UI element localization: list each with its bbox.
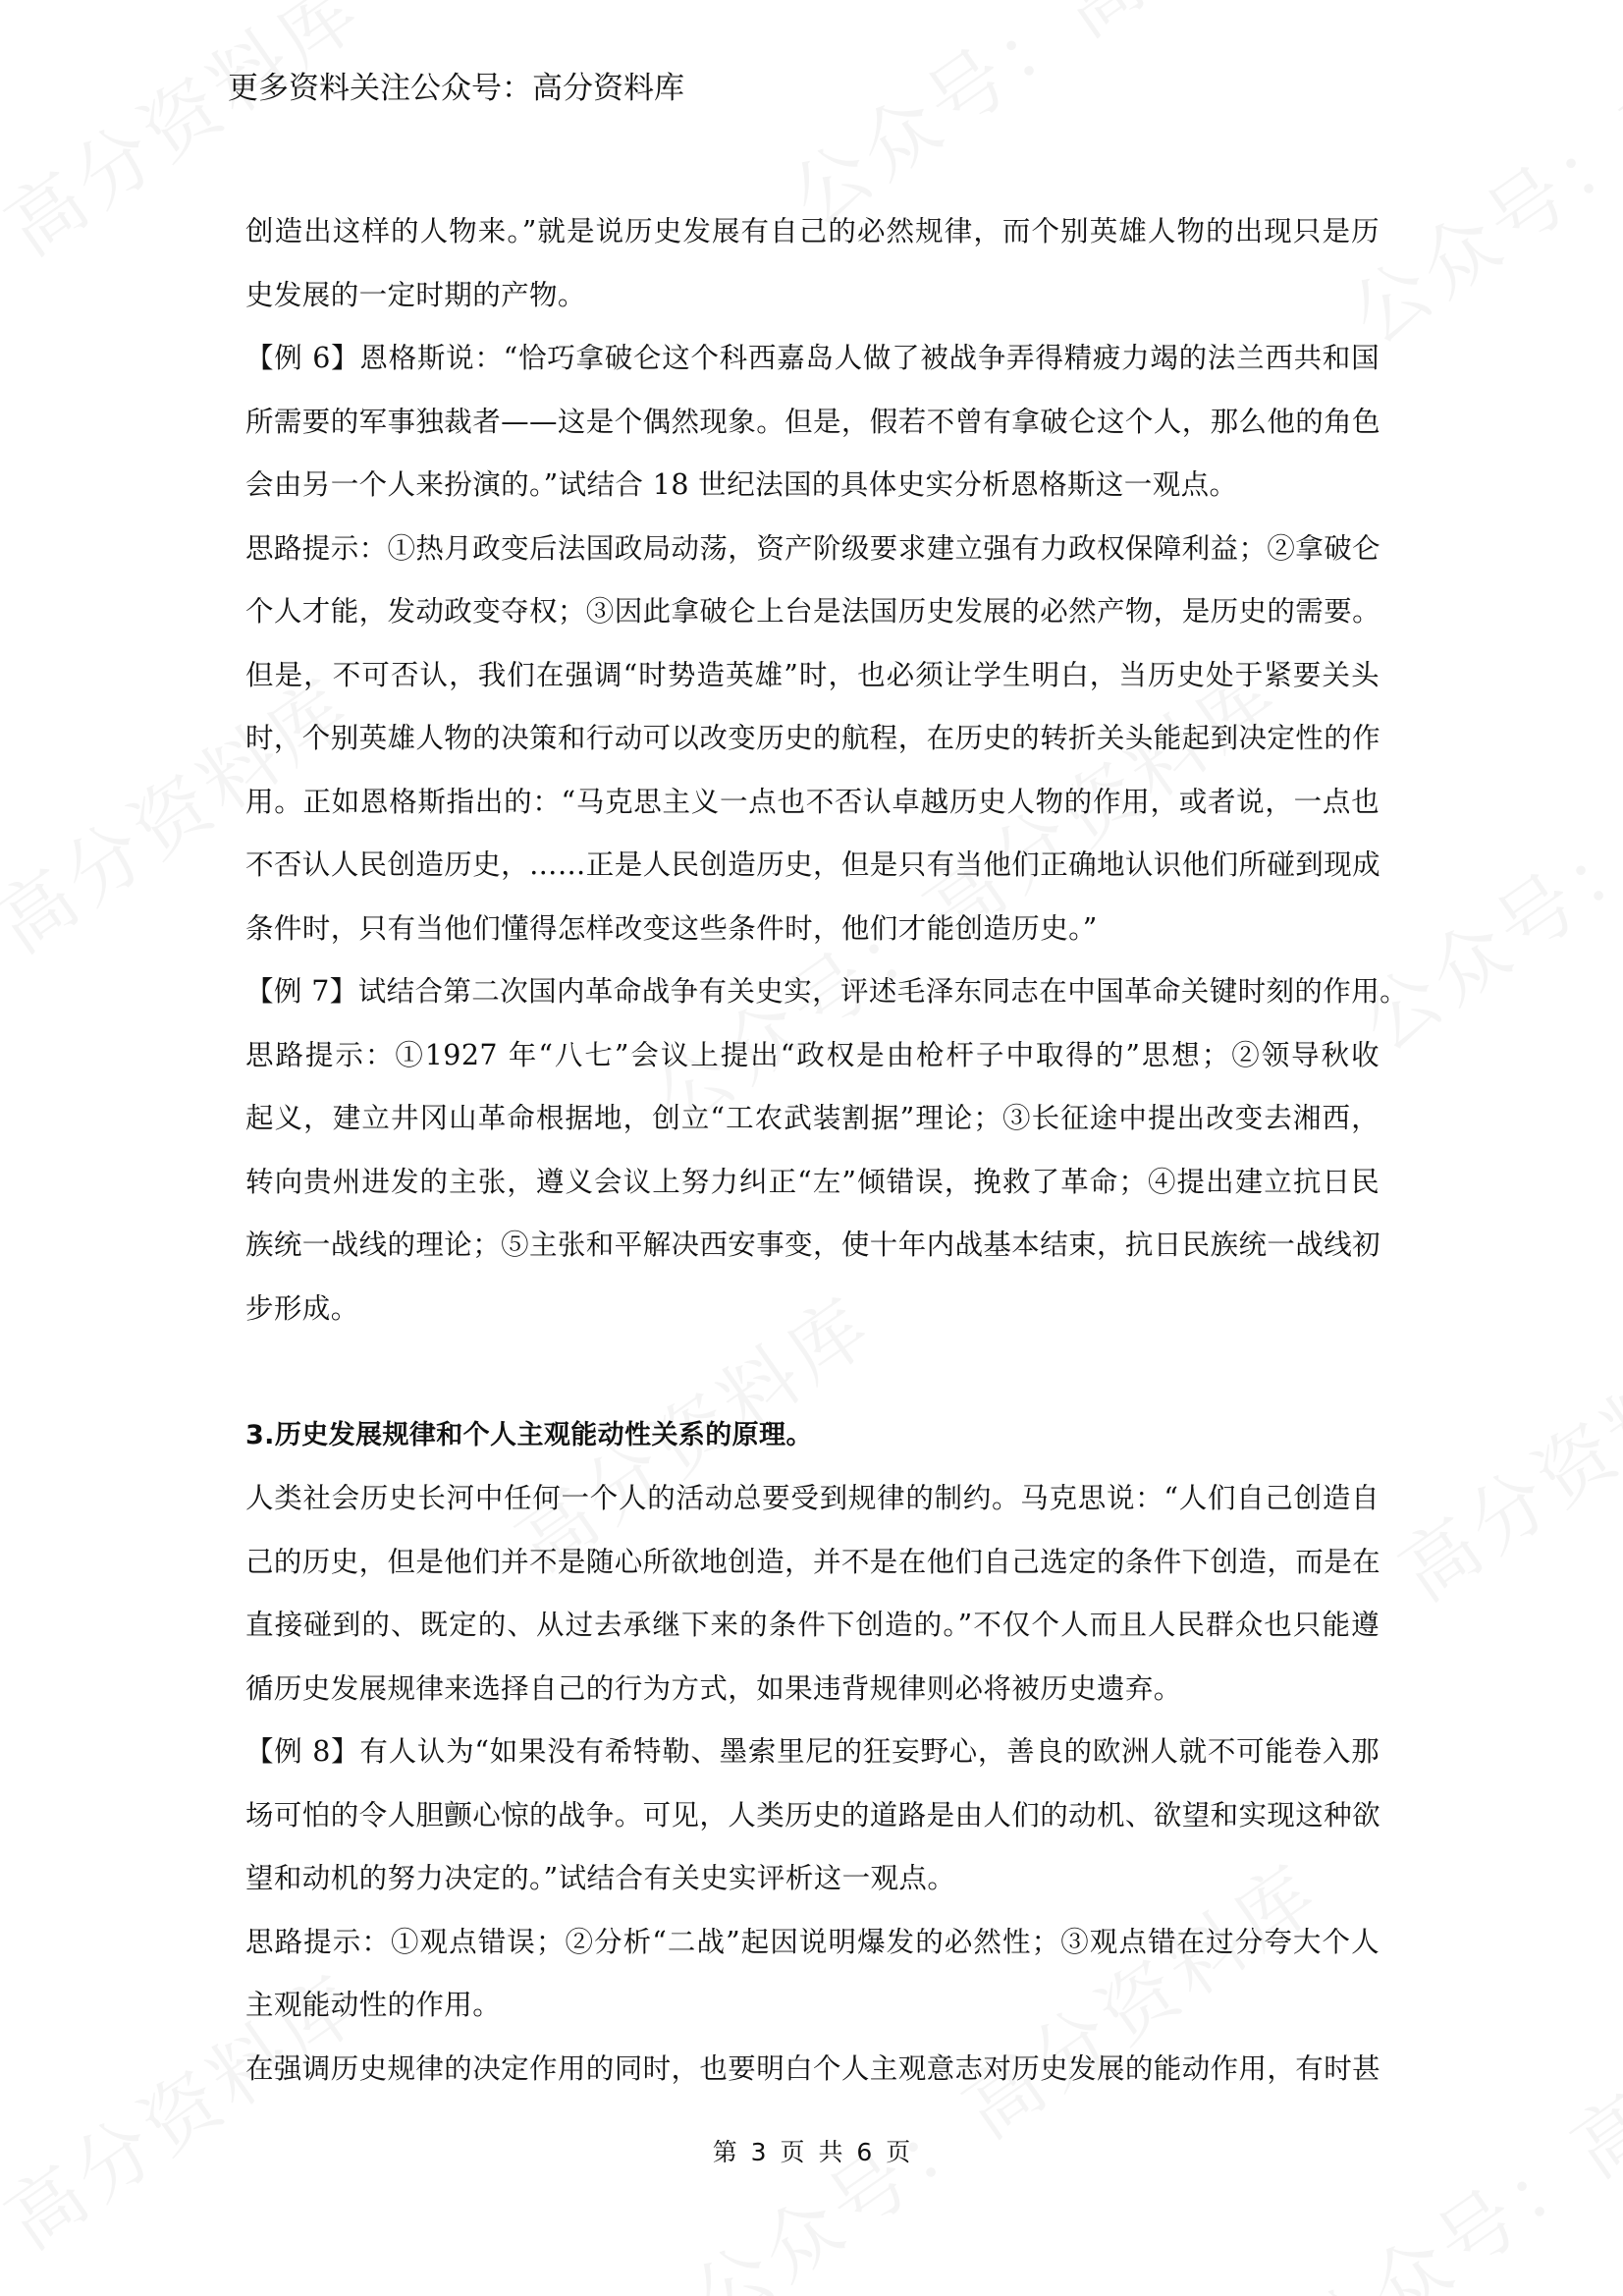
paragraph-line: 人类社会历史长河中任何一个人的活动总要受到规律的制约。马克思说：“人们自己创造自	[245, 1482, 1380, 1514]
example-8-line: 望和动机的努力决定的。”试结合有关史实评析这一观点。	[245, 1862, 956, 1894]
hint-line: 时，个别英雄人物的决策和行动可以改变历史的航程，在历史的转折关头能起到决定性的作	[245, 722, 1381, 754]
hint-line: 不否认人民创造历史，……正是人民创造历史，但是只有当他们正确地认识他们所碰到现成	[245, 848, 1381, 881]
hint-line: 用。正如恩格斯指出的：“马克思主义一点也不否认卓越历史人物的作用，或者说，一点也	[245, 785, 1380, 818]
section-heading: 3.历史发展规律和个人主观能动性关系的原理。	[245, 1419, 813, 1450]
hint-line: 思路提示：①热月政变后法国政局动荡，资产阶级要求建立强有力政权保障利益；②拿破仑	[245, 531, 1381, 565]
example-7-line: 【例 7】试结合第二次国内革命战争有关史实，评述毛泽东同志在中国革命关键时刻的作用。	[245, 975, 1408, 1008]
hint-line: 起义，建立井冈山革命根据地，创立“工农武装割据”理论；③长征途中提出改变去湘西，	[245, 1102, 1380, 1134]
paragraph-line: 己的历史，但是他们并不是随心所欲地创造，并不是在他们自己选定的条件下创造，而是在	[245, 1545, 1381, 1578]
example-8-line: 场可怕的令人胆颤心惊的战争。可见，人类历史的道路是由人们的动机、欲望和实现这种欲	[245, 1798, 1381, 1831]
hint-line: 族统一战线的理论；⑤主张和平解决西安事变，使十年内战基本结束，抗日民族统一战线初	[245, 1229, 1381, 1261]
hint-line: 转向贵州进发的主张，遵义会议上努力纠正“左”倾错误，挽救了革命；④提出建立抗日民	[245, 1165, 1380, 1198]
hint-line: 步形成。	[245, 1291, 359, 1325]
document-body	[245, 200, 1408, 2101]
hint-line: 但是，不可否认，我们在强调“时势造英雄”时，也必须让学生明白，当历史处于紧要关头	[245, 658, 1380, 691]
spacer	[245, 1340, 1380, 1404]
hint-line: 思路提示：①观点错误；②分析“二战”起因说明爆发的必然性；③观点错在过分夸大个人	[245, 1925, 1380, 1958]
paragraph-line: 创造出这样的人物来。”就是说历史发展有自己的必然规律，而个别英雄人物的出现只是历	[245, 215, 1380, 247]
watermark-text	[1375, 1295, 1623, 1622]
page-number: 第 3 页 共 6 页	[712, 2138, 911, 2166]
hint-line: 条件时，只有当他们懂得怎样改变这些条件时，他们才能创造历史。”	[245, 911, 1098, 945]
hint-line: 主观能动性的作用。	[245, 1989, 502, 2021]
example-6-line: 会由另一个人来扮演的。”试结合 18 世纪法国的具体史实分析恩格斯这一观点。	[245, 468, 1238, 501]
paragraph-line: 循历史发展规律来选择自己的行为方式，如果违背规律则必将被历史遗弃。	[245, 1671, 1182, 1705]
hint-line: 思路提示：①1927 年“八七”会议上提出“政权是由枪杆子中取得的”思想；②领导秋收	[245, 1038, 1380, 1071]
hint-line: 个人才能，发动政变夺权；③因此拿破仑上台是法国历史发展的必然产物，是历史的需要。	[245, 595, 1381, 628]
example-8-line: 【例 8】有人认为“如果没有希特勒、墨索里尼的狂妄野心，善良的欧洲人就不可能卷入那	[245, 1735, 1380, 1768]
paragraph-line: 直接碰到的、既定的、从过去承继下来的条件下创造的。”不仅个人而且人民群众也只能遵	[245, 1609, 1380, 1641]
paragraph-line: 在强调历史规律的决定作用的同时，也要明白个人主观意志对历史发展的能动作用，有时甚	[245, 2051, 1381, 2085]
paragraph-line: 史发展的一定时期的产物。	[245, 278, 586, 311]
example-6-line: 所需要的军事独裁者——这是个偶然现象。但是，假若不曾有拿破仑这个人，那么他的角色	[245, 405, 1381, 438]
page-header: 更多资料关注公众号：高分资料库	[228, 71, 684, 106]
example-6-line: 【例 6】恩格斯说：“恰巧拿破仑这个科西嘉岛人做了被战争弄得精疲力竭的法兰西共和国	[245, 342, 1380, 374]
